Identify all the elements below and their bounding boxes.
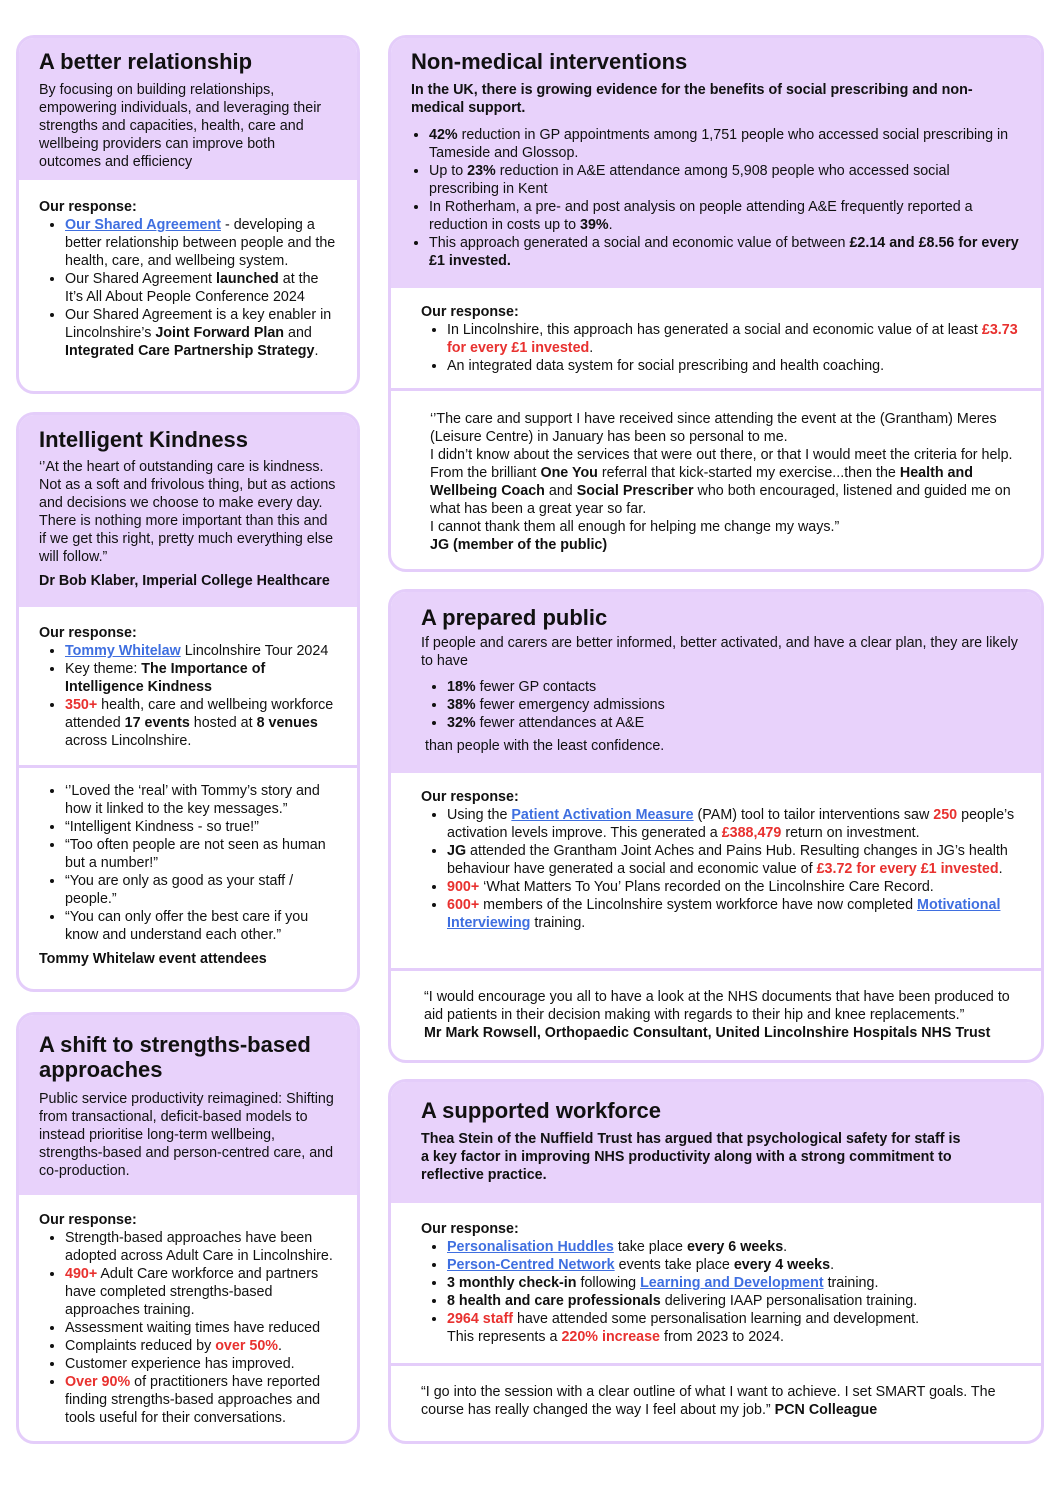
quote-attribution: JG (member of the public) <box>430 537 608 553</box>
learning-development-link[interactable]: Learning and Development <box>640 1275 824 1291</box>
list-item: • Personalisation Huddles take place every 6 weeks. <box>447 1238 1021 1256</box>
card-quote: ‘’At the heart of outstanding care is kindness. Not as a soft and frivolous thing, but as actions and decisions we choose to make every day. There is nothing more important than this and if we get this right, pretty much everything else will follow.” <box>39 459 336 565</box>
list-item: • Strength-based approaches have been adopted across Adult Care in Lincolnshire. <box>65 1229 337 1265</box>
list-item: • Key theme: The Importance of Intelligence Kindness <box>65 660 337 696</box>
card-title: A better relationship <box>39 49 253 74</box>
list-item: • In Lincolnshire, this approach has generated a social and economic value of at least £3.73 for every £1 invested. <box>447 321 1021 357</box>
quote-attribution: Mr Mark Rowsell, Orthopaedic Consultant, United Lincolnshire Hospitals NHS Trust <box>424 1025 991 1041</box>
card-intro: If people and carers are better informed, better activated, and have a clear plan, they are likely to have <box>421 635 1018 669</box>
list-item: • Over 90% of practitioners have reported finding strengths-based approaches and tools useful for their conversations. <box>65 1373 337 1427</box>
list-item: • In Rotherham, a pre- and post analysis on people attending A&E frequently reported a reduction in costs up to 39%. <box>429 198 1021 234</box>
card-intro: By focusing on building relationships, empowering individuals, and leveraging their strengths and capacities, health, care and wellbeing providers can improve both outcomes and efficiency <box>39 82 322 170</box>
card-supported-workforce <box>388 1079 1044 1444</box>
list-item: • 350+ health, care and wellbeing workforce attended 17 events hosted at 8 venues across Lincolnshire. <box>65 696 337 750</box>
quote-text: “I would encourage you all to have a look at the NHS documents that have been produced to aid patients in their decision making with regards to their hip and knee replacements.” <box>424 989 1010 1023</box>
response-label: Our response: <box>421 304 519 320</box>
list-item: • Using the Patient Activation Measure (PAM) tool to tailor interventions saw 250 people’s activation levels improve. This generated a £388,479 return on investment. <box>447 806 1021 842</box>
list-item: • 18% fewer GP contacts <box>447 678 1021 696</box>
card-strengths-based <box>16 1012 360 1444</box>
list-item: • 42% reduction in GP appointments among 1,751 people who accessed social prescribing in Tameside and Glossop. <box>429 126 1021 162</box>
quote-attribution: Dr Bob Klaber, Imperial College Healthcare <box>39 573 330 589</box>
quote-line: I didn’t know about the services that were out there, or that I would meet the criteria for help. <box>430 447 1013 463</box>
list-item: • 3 monthly check-in following Learning and Development training. <box>447 1274 1021 1292</box>
list-item: • An integrated data system for social prescribing and health coaching. <box>447 357 1021 375</box>
card-outro: than people with the least confidence. <box>425 738 665 754</box>
card-title: A prepared public <box>421 605 608 630</box>
list-item: • Person-Centred Network events take place every 4 weeks. <box>447 1256 1021 1274</box>
list-item: • Our Shared Agreement - developing a better relationship between people and the health, care, and wellbeing system. <box>65 216 337 270</box>
list-item: • 32% fewer attendances at A&E <box>447 714 1021 732</box>
card-non-medical <box>388 35 1044 572</box>
person-centred-network-link[interactable]: Person-Centred Network <box>447 1257 615 1273</box>
tommy-whitelaw-link[interactable]: Tommy Whitelaw <box>65 643 181 659</box>
quote-line: ‘’The care and support I have received since attending the event at the (Grantham) Meres (Leisure Centre) in January has been so personal to me. <box>430 411 997 445</box>
card-prepared-public <box>388 589 1044 1063</box>
card-intro: Public service productivity reimagined: Shifting from transactional, deficit-based models to instead prioritise long-term wellbeing, strengths-based and person-centred care, and co-production. <box>39 1091 334 1179</box>
list-item: • 2964 staff have attended some personalisation learning and development. This represents a 220% increase from 2023 to 2024. <box>447 1310 1021 1346</box>
list-item: • Complaints reduced by over 50%. <box>65 1337 337 1355</box>
response-label: Our response: <box>39 199 137 215</box>
personalisation-huddles-link[interactable]: Personalisation Huddles <box>447 1239 614 1255</box>
list-item: • Customer experience has improved. <box>65 1355 337 1373</box>
quote-attribution: PCN Colleague <box>774 1402 878 1418</box>
response-label: Our response: <box>421 1221 519 1237</box>
list-item: • Assessment waiting times have reduced <box>65 1319 337 1337</box>
list-item: • “Too often people are not seen as human but a number!” <box>65 836 337 872</box>
card-intro: Thea Stein of the Nuffield Trust has argued that psychological safety for staff is a key factor in improving NHS productivity along with a strong commitment to reflective practice. <box>421 1131 961 1183</box>
list-item: • JG attended the Grantham Joint Aches and Pains Hub. Resulting changes in JG’s health behaviour have generated a social and economic value of £3.72 for every £1 invested. <box>447 842 1021 878</box>
card-intro: In the UK, there is growing evidence for the benefits of social prescribing and non-medical support. <box>411 82 973 116</box>
card-title: Non-medical interventions <box>411 49 688 74</box>
list-item: • This approach generated a social and economic value of between £2.14 and £8.56 for every £1 invested. <box>429 234 1021 270</box>
list-item: • Up to 23% reduction in A&E attendance among 5,908 people who accessed social prescribing in Kent <box>429 162 1021 198</box>
response-label: Our response: <box>39 1212 137 1228</box>
list-item: • Our Shared Agreement launched at the It’s All About People Conference 2024 <box>65 270 337 306</box>
list-item: • “Intelligent Kindness - so true!” <box>65 818 337 836</box>
list-item: • 600+ members of the Lincolnshire system workforce have now completed Motivational Interviewing training. <box>447 896 1021 932</box>
list-item: • “You are only as good as your staff / people.” <box>65 872 337 908</box>
card-title: Intelligent Kindness <box>39 427 249 452</box>
list-item: • 900+ ‘What Matters To You’ Plans recorded on the Lincolnshire Care Record. <box>447 878 1021 896</box>
card-title: A supported workforce <box>421 1098 661 1123</box>
quote-text: “I go into the session with a clear outline of what I want to achieve. I set SMART goals. The course has really changed the way I feel about my job.” PCN Colleague <box>421 1384 996 1418</box>
card-title: A shift to strengths-based approaches <box>39 1032 311 1082</box>
card-better-relationship <box>16 35 360 394</box>
quote-attribution: Tommy Whitelaw event attendees <box>39 951 267 967</box>
list-item: • “You can only offer the best care if you know and understand each other.” <box>65 908 337 944</box>
list-item: • 38% fewer emergency admissions <box>447 696 1021 714</box>
motivational-interviewing-link[interactable]: Motivational Interviewing <box>447 897 1001 931</box>
list-item: • ‘’Loved the ‘real’ with Tommy’s story and how it linked to the key messages.” <box>65 782 337 818</box>
quote-line: From the brilliant One You referral that kick-started my exercise...then the Health and Wellbeing Coach and Social Prescriber who both encouraged, listened and guided me on what has been a great year so far. <box>430 465 1011 517</box>
response-label: Our response: <box>39 625 137 641</box>
patient-activation-measure-link[interactable]: Patient Activation Measure <box>511 807 694 823</box>
quote-line: I cannot thank them all enough for helping me change my ways.” <box>430 519 840 535</box>
response-label: Our response: <box>421 789 519 805</box>
list-item: • Tommy Whitelaw Lincolnshire Tour 2024 <box>65 642 337 660</box>
list-item: • 8 health and care professionals delivering IAAP personalisation training. <box>447 1292 1021 1310</box>
card-intelligent-kindness <box>16 412 360 992</box>
list-item: • 490+ Adult Care workforce and partners have completed strengths-based approaches training. <box>65 1265 337 1319</box>
list-item: • Our Shared Agreement is a key enabler in Lincolnshire’s Joint Forward Plan and Integrated Care Partnership Strategy. <box>65 306 337 360</box>
shared-agreement-link[interactable]: Our Shared Agreement <box>65 217 221 233</box>
